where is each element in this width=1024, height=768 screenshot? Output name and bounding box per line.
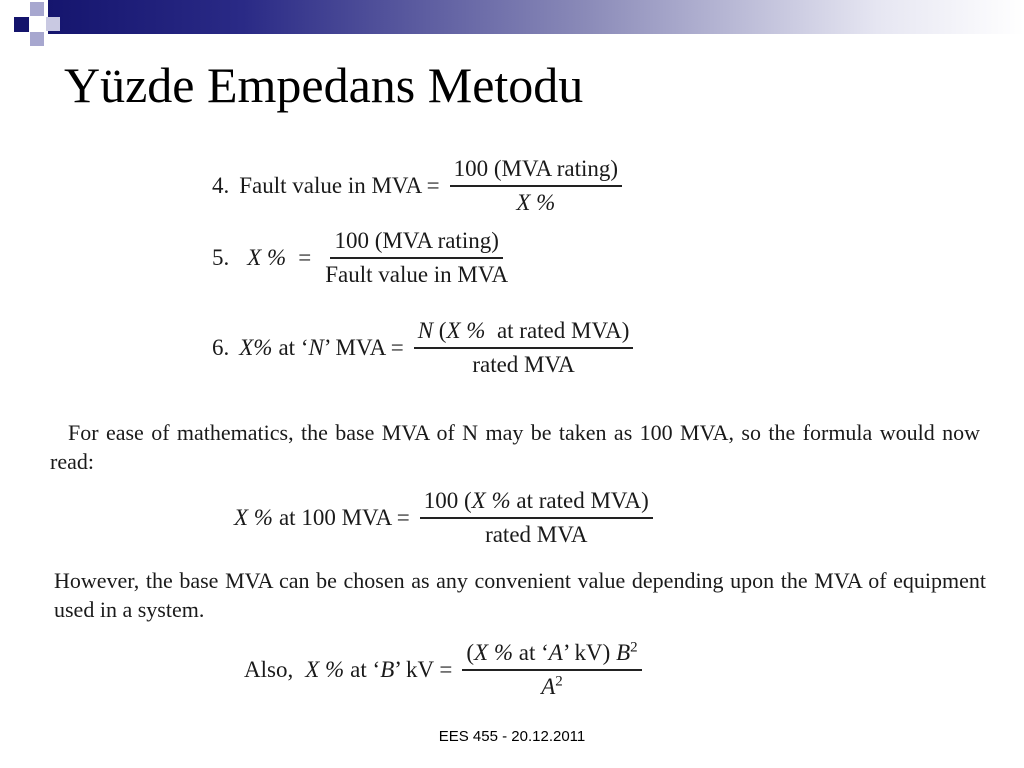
formula-8 (244, 640, 642, 701)
formula-variable: X % (234, 505, 273, 531)
formula-lhs: Fault value in MVA = (239, 173, 440, 199)
formula-5 (212, 228, 512, 289)
formula-text: at ‘ (350, 657, 381, 683)
slide-title: Yüzde Empedans Metodu (64, 57, 584, 113)
formula-text: at 100 MVA = (278, 505, 410, 531)
explanation-paragraph-2: However, the base MVA can be chosen as any convenient value depending upon the MVA of equipment used in a system. (54, 568, 986, 622)
formula-text: at ‘ (278, 335, 309, 361)
formula-number: 5. (212, 245, 230, 271)
fraction (321, 228, 512, 289)
decorative-square-pale (46, 17, 60, 31)
formula-variable: X % (305, 657, 345, 683)
formula-number: 6. (212, 335, 230, 361)
fraction (450, 156, 622, 217)
decorative-square-dark (14, 17, 29, 32)
denominator: Fault value in MVA (325, 262, 509, 288)
fraction (414, 318, 634, 379)
formula-variable-b: B (380, 657, 395, 683)
denominator: rated MVA (485, 522, 588, 548)
numerator: 100 (MVA rating) (450, 156, 622, 187)
decorative-square-light-bottom (30, 32, 44, 46)
formula-7 (234, 488, 653, 549)
decorative-header-band (0, 0, 1024, 52)
numerator: 100 (X % at rated MVA) (420, 488, 653, 519)
decorative-square-light-top (30, 2, 44, 16)
formula-also: Also, (244, 657, 294, 683)
denominator: $A^2$ (541, 673, 563, 700)
formula-variable: X% (239, 335, 273, 361)
denominator: X % (516, 190, 556, 216)
formula-4 (212, 156, 622, 217)
formula-text: ’ kV = (394, 657, 453, 683)
explanation-paragraph-1: For ease of mathematics, the base MVA of N may be taken as 100 MVA, so the formula would now read: (50, 420, 980, 474)
denominator: rated MVA (472, 352, 575, 378)
formula-number: 4. (212, 173, 230, 199)
fraction (420, 488, 653, 549)
formula-variable: X % (247, 245, 287, 271)
numerator: (X % at ‘A’ kV) $B^2$ (462, 640, 641, 671)
equals-sign: = (298, 245, 312, 271)
formula-variable-n: N (308, 335, 324, 361)
formula-text: ’ MVA = (323, 335, 404, 361)
fraction (462, 640, 641, 701)
numerator: N (X % at rated MVA) (414, 318, 634, 349)
slide-footer: EES 455 - 20.12.2011 (438, 728, 586, 745)
numerator: 100 (MVA rating) (330, 228, 502, 259)
formula-6 (212, 318, 633, 379)
gradient-bar (48, 0, 1024, 34)
